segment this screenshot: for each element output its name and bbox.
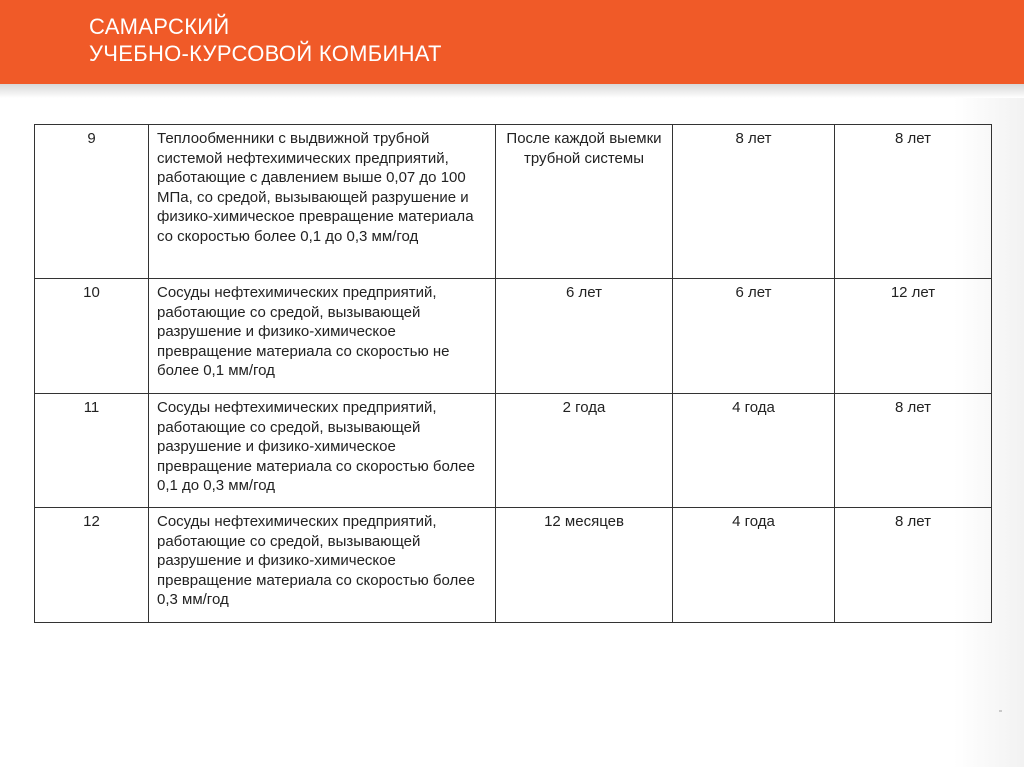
table-row [35, 125, 992, 279]
row-interval-3: 12 лет [835, 279, 992, 394]
row-interval-1: 12 месяцев [496, 508, 673, 623]
inspection-intervals-table [34, 124, 992, 623]
row-interval-2: 6 лет [673, 279, 835, 394]
row-interval-1: 2 года [496, 394, 673, 508]
row-number: 11 [35, 394, 149, 508]
row-number: 12 [35, 508, 149, 623]
row-description: Сосуды нефтехимических предприятий, работающие со средой, вызывающей разрушение и физико-химическое превращение материала со скоростью не более 0,1 мм/год [149, 279, 496, 394]
row-interval-2: 8 лет [673, 125, 835, 279]
header-shadow [0, 84, 1024, 98]
row-number: 9 [35, 125, 149, 279]
row-interval-2: 4 года [673, 394, 835, 508]
table-row [35, 394, 992, 508]
table-row [35, 279, 992, 394]
header-band [0, 0, 1024, 84]
table-row [35, 508, 992, 623]
row-interval-3: 8 лет [835, 125, 992, 279]
row-number: 10 [35, 279, 149, 394]
row-description: Сосуды нефтехимических предприятий, работающие со средой, вызывающей разрушение и физико-химическое превращение материала со скоростью более 0,1 до 0,3 мм/год [149, 394, 496, 508]
row-description: Теплообменники с выдвижной трубной системой нефтехимических предприятий, работающие с давлением выше 0,07 до 100 МПа, со средой, вызывающей разрушение и физико-химическое превращение материала со скоростью более 0,1 до 0,3 мм/год [149, 125, 496, 279]
row-interval-1: После каждой выемки трубной системы [496, 125, 673, 279]
row-interval-2: 4 года [673, 508, 835, 623]
header-title-line2: УЧЕБНО-КУРСОВОЙ КОМБИНАТ [89, 41, 442, 66]
row-interval-1: 6 лет [496, 279, 673, 394]
header-title-line1: САМАРСКИЙ [89, 14, 230, 39]
row-interval-3: 8 лет [835, 508, 992, 623]
corner-mark [999, 710, 1002, 712]
row-description: Сосуды нефтехимических предприятий, работающие со средой, вызывающей разрушение и физико-химическое превращение материала со скоростью более 0,3 мм/год [149, 508, 496, 623]
row-interval-3: 8 лет [835, 394, 992, 508]
